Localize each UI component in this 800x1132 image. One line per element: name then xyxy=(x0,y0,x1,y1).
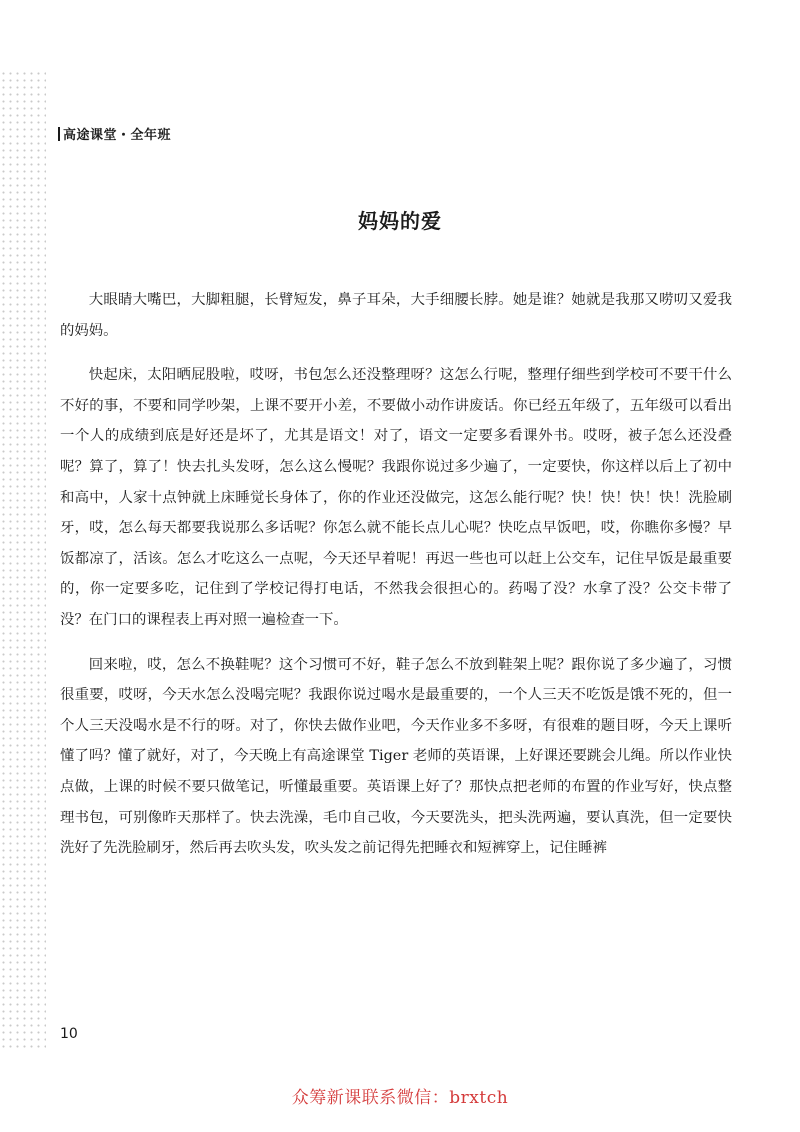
page-number: 10 xyxy=(60,1026,78,1042)
paragraph: 快起床，太阳晒屁股啦，哎呀，书包怎么还没整理呀？这怎么行呢，整理仔细些到学校可不要干什么不好的事，不要和同学吵架，上课不要开小差，不要做小动作讲废话。你已经五年级了，五年级可以看出一个人的成绩到底是好还是坏了，尤其是语文！对了，语文一定要多看课外书。哎呀，被子怎么还没叠呢？算了，算了！快去扎头发呀，怎么这么慢呢？我跟你说过多少遍了，一定要快，你这样以后上了初中和高中，人家十点钟就上床睡觉长身体了，你的作业还没做完，这怎么能行呢？快！快！快！快！洗脸刷牙，哎，怎么每天都要我说那么多话呢？你怎么就不能长点儿心呢？快吃点早饭吧，哎，你瞧你多慢？早饭都凉了，活该。怎么才吃这么一点呢，今天还早着呢！再迟一些也可以赶上公交车，记住早饭是最重要的，你一定要多吃，记住到了学校记得打电话，不然我会很担心的。药喝了没？水拿了没？公交卡带了没？在门口的课程表上再对照一遍检查一下。 xyxy=(60,367,732,628)
paragraph: 大眼睛大嘴巴，大脚粗腿，长臂短发，鼻子耳朵，大手细腰长脖。她是谁？她就是我那又唠叨又爱我的妈妈。 xyxy=(60,292,732,339)
running-header xyxy=(58,124,171,143)
header-bar-mark xyxy=(58,127,60,141)
paragraph: 回来啦，哎，怎么不换鞋呢？这个习惯可不好，鞋子怎么不放到鞋架上呢？跟你说了多少遍了，习惯很重要，哎呀，今天水怎么没喝完呢？我跟你说过喝水是最重要的，一个人三天不吃饭是饿不死的，但一个人三天没喝水是不行的呀。对了，你快去做作业吧，今天作业多不多呀，有很难的题目呀，今天上课听懂了吗？懂了就好，对了，今天晚上有高途课堂 Tiger 老师的英语课，上好课还要跳会儿绳。所以作业快点做，上课的时候不要只做笔记，听懂最重要。英语课上好了？那快点把老师的布置的作业写好，快点整理书包，可别像昨天那样了。快去洗澡，毛巾自己收，今天要洗头，把头洗两遍，要认真洗，但一定要快洗好了先洗脸刷牙，然后再去吹头发，吹头发之前记得先把睡衣和短裤穿上，记住睡裤 xyxy=(60,656,732,857)
article-title: 妈妈的爱 xyxy=(358,209,442,233)
header-series-label: 高途课堂・全年班 xyxy=(63,128,172,143)
article-body xyxy=(60,285,732,878)
watermark-text: 众筹新课联系微信：brxtch xyxy=(291,1088,509,1108)
